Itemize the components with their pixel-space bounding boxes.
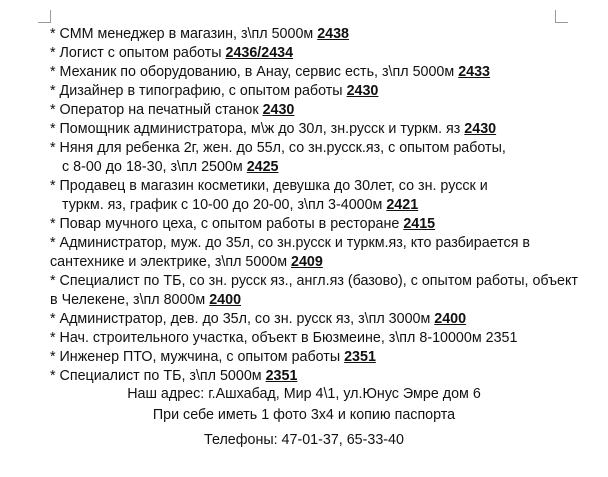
footer-address: Наш адрес: г.Ашхабад, Мир 4\1, ул.Юнус Эмре дом 6 xyxy=(127,386,481,402)
listing-line xyxy=(50,348,600,367)
listing-line xyxy=(50,158,600,177)
listing-text: * Администратор, муж. до 35л, со зн.русск и туркм.яз, кто разбирается в xyxy=(50,235,531,251)
listing-line xyxy=(50,215,600,234)
listing-text: в Челекене, з\пл 8000м xyxy=(50,292,210,308)
listing-text: * Оператор на печатный станок xyxy=(50,102,263,118)
listing-line xyxy=(50,44,600,63)
listing-line xyxy=(50,177,600,196)
listing-text: сантехнике и электрике, з\пл 5000м xyxy=(50,254,292,270)
listing-line xyxy=(50,272,600,291)
contact-footer xyxy=(0,384,608,451)
listing-line xyxy=(50,291,600,310)
listing-line xyxy=(50,63,600,82)
listing-text: * Продавец в магазин косметики, девушка до 30лет, со зн. русск и xyxy=(50,178,488,194)
listing-code: 2438 xyxy=(317,26,350,42)
listing-text: туркм. яз, график с 10-00 до 20-00, з\пл 3-4000м xyxy=(62,197,387,213)
listing-code: 2409 xyxy=(291,254,323,270)
listing-text: * Инженер ПТО, мужчина, с опытом работы xyxy=(50,349,345,365)
listing-line xyxy=(50,120,600,139)
listing-text: * Специалист по ТБ, з\пл 5000м xyxy=(50,368,266,384)
listing-code: 2351 xyxy=(344,349,376,365)
listing-line xyxy=(50,82,600,101)
listing-text: * Дизайнер в типографию, с опытом работы xyxy=(50,83,347,99)
listing-line xyxy=(50,139,600,158)
listing-line xyxy=(50,25,600,44)
listing-text: * Повар мучного цеха, с опытом работы в ресторане xyxy=(50,216,404,232)
listing-code: 2425 xyxy=(246,159,279,175)
crop-mark-top-right xyxy=(555,10,568,23)
listing-line xyxy=(50,329,600,348)
listing-code: 2400 xyxy=(434,311,467,327)
listing-text: * Няня для ребенка 2г, жен. до 55л, со зн.русск.яз, с опытом работы, xyxy=(50,140,506,156)
job-listings xyxy=(50,25,600,386)
listing-text: * Специалист по ТБ, со зн. русск яз., англ.яз (базово), с опытом работы, объект xyxy=(50,273,578,289)
listing-text: * Помощник администратора, м\ж до 30л, зн.русск и туркм. яз xyxy=(50,121,465,137)
listing-code: 2351 xyxy=(265,368,298,384)
listing-line xyxy=(50,253,600,272)
listing-text: * СММ менеджер в магазин, з\пл 5000м xyxy=(50,26,318,42)
listing-text: * Логист с опытом работы xyxy=(50,45,226,61)
listing-text: * Администратор, дев. до 35л, со зн. русск яз, з\пл 3000м xyxy=(50,311,435,327)
listing-code: 2433 xyxy=(458,64,490,80)
listing-code: 2400 xyxy=(209,292,242,308)
listing-code: 2436/2434 xyxy=(225,45,294,61)
listing-code: 2430 xyxy=(346,83,379,99)
listing-text: * Нач. строительного участка, объект в Бюзмеине, з\пл 8-10000м 2351 xyxy=(50,330,518,346)
listing-line xyxy=(50,101,600,120)
footer-phones: Телефоны: 47-01-37, 65-33-40 xyxy=(204,432,404,448)
listing-text: с 8-00 до 18-30, з\пл 2500м xyxy=(62,159,247,175)
footer-note: При себе иметь 1 фото 3х4 и копию паспорта xyxy=(152,407,456,423)
listing-code: 2415 xyxy=(403,216,436,232)
crop-mark-top-left xyxy=(38,10,51,23)
listing-code: 2421 xyxy=(386,197,419,213)
listing-code: 2430 xyxy=(464,121,497,137)
listing-line xyxy=(50,196,600,215)
listing-text: * Механик по оборудованию, в Анау, сервис есть, з\пл 5000м xyxy=(50,64,459,80)
listing-line xyxy=(50,234,600,253)
listing-line xyxy=(50,310,600,329)
listing-code: 2430 xyxy=(262,102,295,118)
